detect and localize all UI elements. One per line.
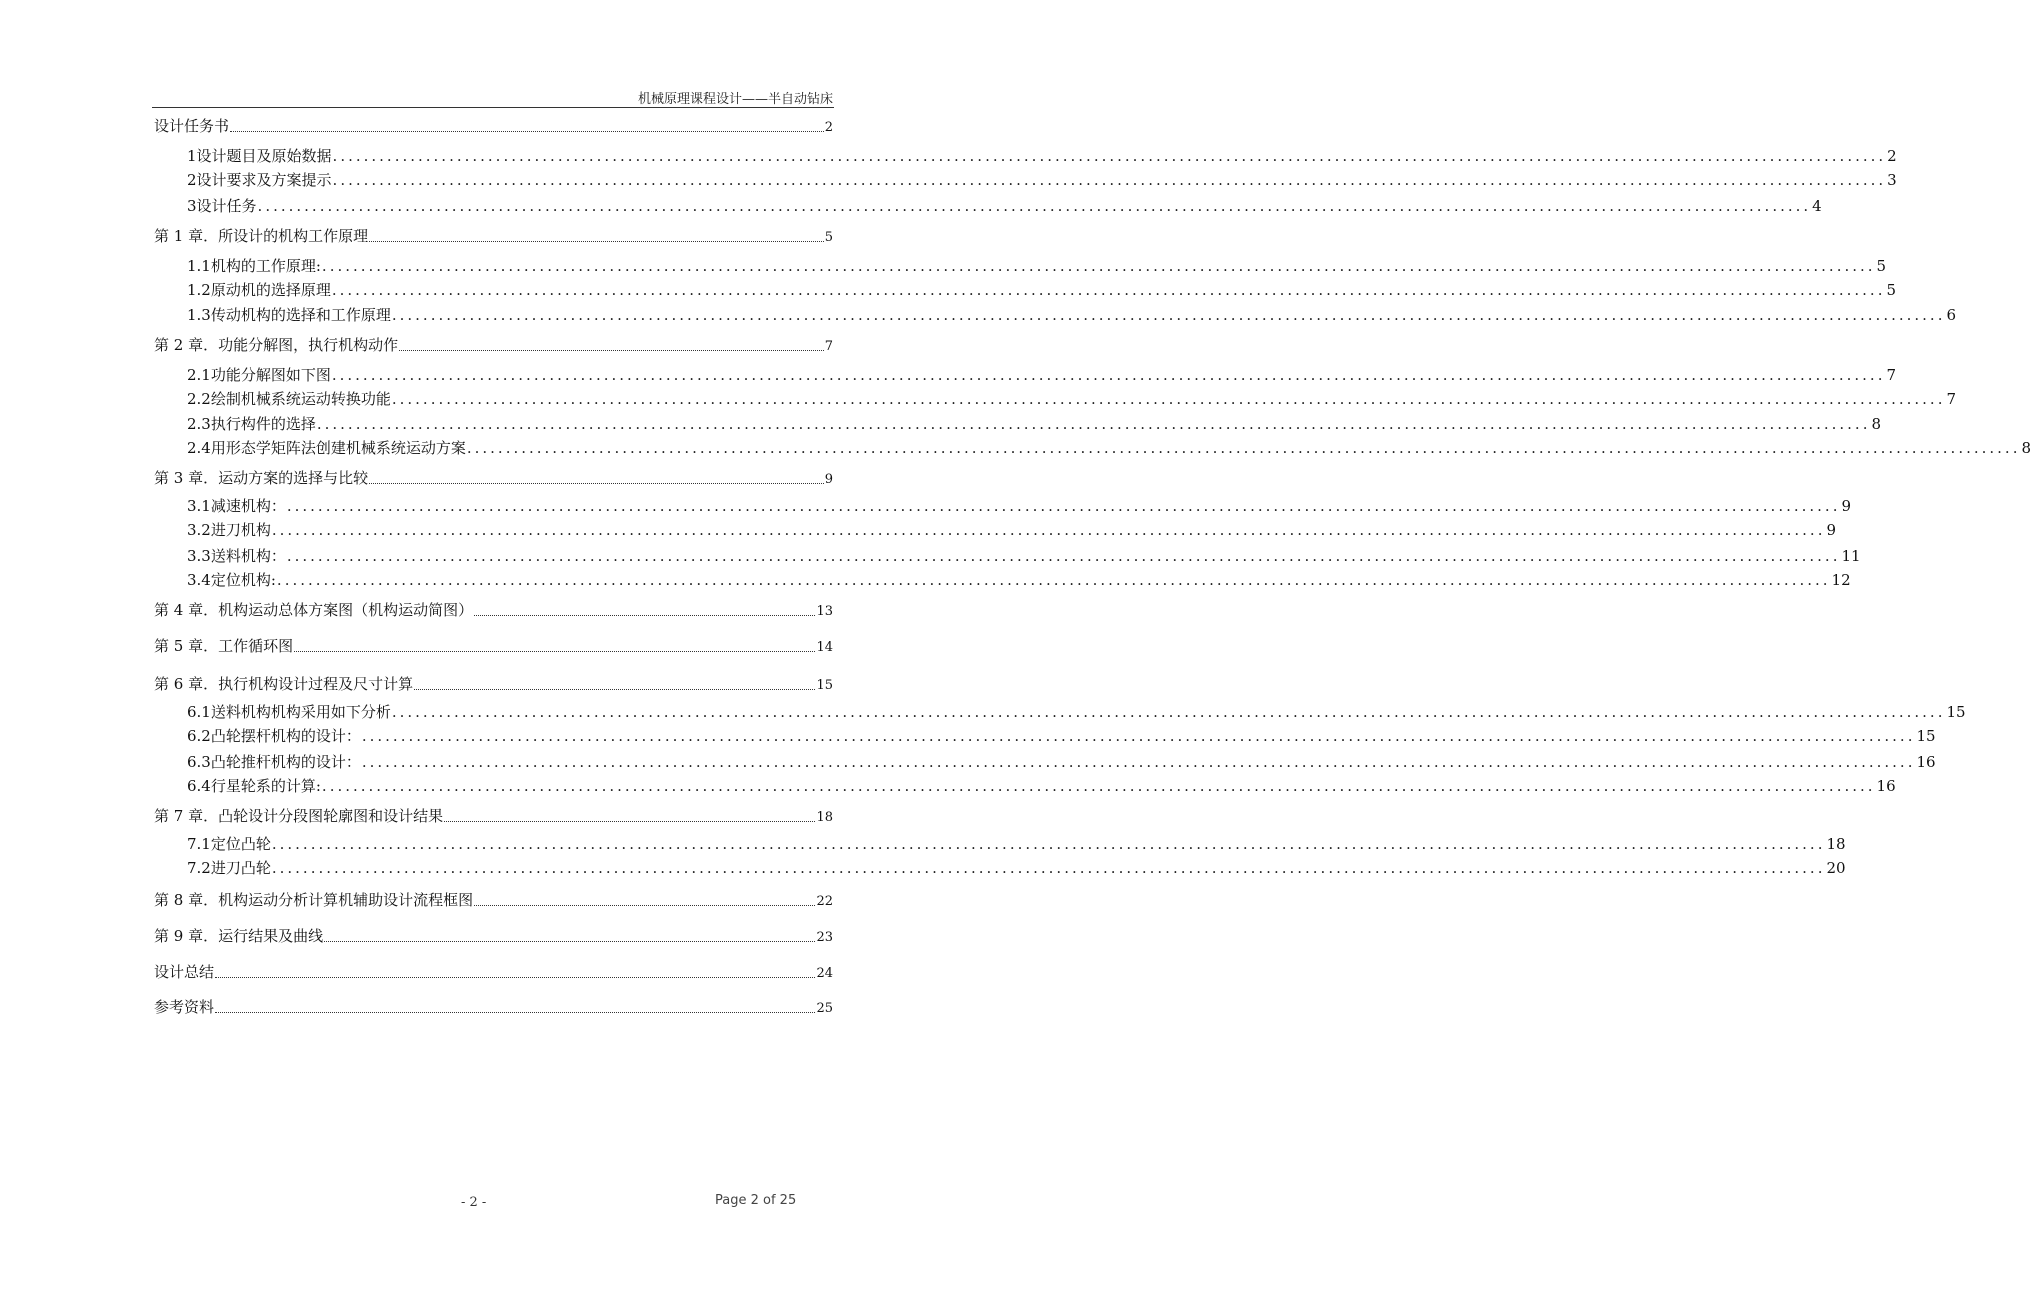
- toc-leader-dots: ........................................................................................................................................................................................................: [271, 859, 1826, 877]
- toc-leader-dots: ........................................................................................................................................................................................................: [286, 547, 1841, 565]
- toc-entry-label: 第 5 章．工作循环图: [154, 637, 294, 655]
- toc-leader-dots: ........................................................................................................................................................................................................: [466, 439, 2021, 457]
- toc-subentry[interactable]: [187, 147, 1897, 165]
- toc-entry-label: 第 9 章．运行结果及曲线: [154, 927, 324, 945]
- header-rule: [152, 107, 834, 108]
- toc-entry-page: 16: [1916, 753, 1936, 771]
- toc-entry-label: 1设计题目及原始数据: [187, 147, 332, 165]
- toc-leader-dots: ........................................................................................................................................................................................................: [257, 197, 1812, 215]
- toc-leader-dots: [474, 901, 815, 906]
- toc-subentry[interactable]: [187, 306, 1957, 324]
- toc-entry-label: 第 7 章．凸轮设计分段图轮廓图和设计结果: [154, 807, 444, 825]
- toc-entry-page: 6: [1946, 306, 1957, 324]
- toc-leader-dots: ........................................................................................................................................................................................................: [391, 306, 1946, 324]
- toc-entry[interactable]: [154, 639, 833, 654]
- toc-entry-page: 2: [1887, 147, 1897, 165]
- toc-entry-label: 2.2绘制机械系统运动转换功能: [187, 390, 391, 408]
- toc-entry-label: 设计任务书: [154, 117, 230, 135]
- toc-entry[interactable]: [154, 893, 833, 908]
- toc-leader-dots: [369, 479, 824, 484]
- toc-entry-label: 2.4用形态学矩阵法创建机械系统运动方案: [187, 439, 466, 457]
- toc-entry-label: 3设计任务: [187, 197, 257, 215]
- toc-leader-dots: [215, 973, 815, 978]
- toc-entry-label: 1.2原动机的选择原理: [187, 281, 331, 299]
- toc-entry-label: 2设计要求及方案提示: [187, 171, 332, 189]
- toc-subentry[interactable]: [187, 390, 1957, 408]
- toc-subentry[interactable]: [187, 281, 1897, 299]
- toc-entry-label: 3.2进刀机构: [187, 521, 271, 539]
- toc-entry-page: 13: [816, 604, 833, 619]
- toc-leader-dots: [369, 237, 824, 242]
- toc-entry-page: 24: [816, 966, 833, 981]
- toc-leader-dots: ........................................................................................................................................................................................................: [391, 390, 1946, 408]
- toc-subentry[interactable]: [187, 753, 1936, 771]
- toc-entry-label: 3.3送料机构：: [187, 547, 286, 565]
- toc-entry-page: 3: [1887, 171, 1897, 189]
- toc-subentry[interactable]: [187, 415, 1882, 433]
- toc-leader-dots: [474, 611, 815, 616]
- toc-subentry[interactable]: [187, 521, 1837, 539]
- toc-leader-dots: ........................................................................................................................................................................................................: [331, 281, 1886, 299]
- toc-entry-page: 5: [824, 230, 833, 245]
- toc-subentry[interactable]: [187, 859, 1846, 877]
- toc-entry-page: 2: [824, 120, 833, 135]
- toc-entry-label: 第 2 章．功能分解图，执行机构动作: [154, 336, 399, 354]
- toc-leader-dots: [414, 685, 815, 690]
- toc-entry[interactable]: [154, 229, 833, 244]
- toc-leader-dots: [324, 937, 815, 942]
- toc-entry-page: 5: [1876, 257, 1887, 275]
- toc-entry-page: 23: [816, 930, 833, 945]
- toc-entry-page: 15: [1916, 727, 1936, 745]
- toc-leader-dots: [399, 346, 824, 351]
- toc-entry-label: 6.2凸轮摆杆机构的设计：: [187, 727, 361, 745]
- toc-entry-page: 8: [2021, 439, 2031, 457]
- toc-entry-label: 3.4定位机构:: [187, 571, 276, 589]
- running-header: 机械原理课程设计——半自动钻床: [637, 92, 833, 107]
- toc-subentry[interactable]: [187, 197, 1822, 215]
- toc-entry-page: 22: [816, 894, 833, 909]
- toc-leader-dots: [230, 127, 824, 132]
- toc-entry-page: 4: [1812, 197, 1822, 215]
- toc-subentry[interactable]: [187, 703, 1966, 721]
- toc-entry[interactable]: [154, 677, 833, 692]
- toc-leader-dots: ........................................................................................................................................................................................................: [332, 171, 1887, 189]
- toc-entry-label: 第 3 章．运动方案的选择与比较: [154, 469, 369, 487]
- toc-entry-page: 7: [824, 339, 833, 354]
- toc-entry[interactable]: [154, 471, 833, 486]
- toc-leader-dots: [294, 647, 815, 652]
- toc-entry[interactable]: [154, 965, 833, 980]
- toc-entry-label: 6.4行星轮系的计算:: [187, 777, 321, 795]
- toc-entry[interactable]: [154, 929, 833, 944]
- toc-entry[interactable]: [154, 119, 833, 134]
- toc-subentry[interactable]: [187, 727, 1936, 745]
- toc-entry-page: 9: [1826, 521, 1837, 539]
- toc-entry-label: 参考资料: [154, 998, 215, 1016]
- toc-leader-dots: [444, 817, 815, 822]
- toc-entry-page: 20: [1826, 859, 1846, 877]
- toc-entry-page: 18: [1826, 835, 1846, 853]
- toc-subentry[interactable]: [187, 497, 1852, 515]
- toc-leader-dots: ........................................................................................................................................................................................................: [321, 257, 1876, 275]
- toc-entry[interactable]: [154, 809, 833, 824]
- toc-entry-page: 12: [1831, 571, 1851, 589]
- toc-leader-dots: ........................................................................................................................................................................................................: [332, 147, 1887, 165]
- toc-entry-page: 25: [816, 1001, 833, 1016]
- toc-entry[interactable]: [154, 1000, 833, 1015]
- toc-entry[interactable]: [154, 338, 833, 353]
- toc-entry-page: 7: [1886, 366, 1897, 384]
- toc-leader-dots: [215, 1008, 815, 1013]
- toc-entry-label: 第 8 章．机构运动分析计算机辅助设计流程框图: [154, 891, 474, 909]
- toc-entry-page: 9: [824, 472, 833, 487]
- toc-entry-label: 第 6 章．执行机构设计过程及尺寸计算: [154, 675, 414, 693]
- toc-entry-page: 7: [1946, 390, 1957, 408]
- toc-entry-page: 16: [1876, 777, 1896, 795]
- toc-entry-page: 5: [1886, 281, 1897, 299]
- toc-leader-dots: ........................................................................................................................................................................................................: [271, 835, 1826, 853]
- toc-entry-label: 7.1定位凸轮: [187, 835, 271, 853]
- toc-leader-dots: ........................................................................................................................................................................................................: [276, 571, 1831, 589]
- toc-leader-dots: ........................................................................................................................................................................................................: [271, 521, 1826, 539]
- footer-page-of: Page 2 of 25: [715, 1193, 797, 1208]
- toc-leader-dots: ........................................................................................................................................................................................................: [331, 366, 1886, 384]
- toc-entry-label: 6.3凸轮推杆机构的设计：: [187, 753, 361, 771]
- toc-leader-dots: ........................................................................................................................................................................................................: [361, 727, 1916, 745]
- toc-entry-page: 11: [1841, 547, 1861, 565]
- toc-subentry[interactable]: [187, 547, 1861, 565]
- toc-entry-label: 7.2进刀凸轮: [187, 859, 271, 877]
- toc-subentry[interactable]: [187, 439, 2031, 457]
- toc-leader-dots: ........................................................................................................................................................................................................: [316, 415, 1871, 433]
- toc-entry-label: 3.1减速机构：: [187, 497, 286, 515]
- toc-entry-label: 第 4 章．机构运动总体方案图（机构运动简图）: [154, 601, 474, 619]
- toc-entry-page: 15: [1946, 703, 1966, 721]
- footer-page-number: - 2 -: [461, 1195, 487, 1210]
- toc-entry-page: 9: [1841, 497, 1852, 515]
- toc-subentry[interactable]: [187, 171, 1897, 189]
- toc-entry-label: 1.3传动机构的选择和工作原理: [187, 306, 391, 324]
- toc-leader-dots: ........................................................................................................................................................................................................: [286, 497, 1841, 515]
- toc-entry-page: 15: [816, 678, 833, 693]
- toc-entry-label: 第 1 章．所设计的机构工作原理: [154, 227, 369, 245]
- toc-leader-dots: ........................................................................................................................................................................................................: [321, 777, 1876, 795]
- toc-entry-label: 1.1机构的工作原理:: [187, 257, 321, 275]
- toc-entry-page: 18: [816, 810, 833, 825]
- toc-entry-label: 6.1送料机构机构采用如下分析: [187, 703, 391, 721]
- toc-subentry[interactable]: [187, 257, 1887, 275]
- toc-leader-dots: ........................................................................................................................................................................................................: [361, 753, 1916, 771]
- toc-subentry[interactable]: [187, 366, 1897, 384]
- toc-entry-page: 14: [816, 640, 833, 655]
- toc-entry-label: 设计总结: [154, 963, 215, 981]
- toc-subentry[interactable]: [187, 777, 1896, 795]
- toc-entry-label: 2.3执行构件的选择: [187, 415, 316, 433]
- toc-subentry[interactable]: [187, 835, 1846, 853]
- toc-entry-page: 8: [1871, 415, 1882, 433]
- toc-entry[interactable]: [154, 603, 833, 618]
- toc-subentry[interactable]: [187, 571, 1851, 589]
- toc-leader-dots: ........................................................................................................................................................................................................: [391, 703, 1946, 721]
- toc-entry-label: 2.1功能分解图如下图: [187, 366, 331, 384]
